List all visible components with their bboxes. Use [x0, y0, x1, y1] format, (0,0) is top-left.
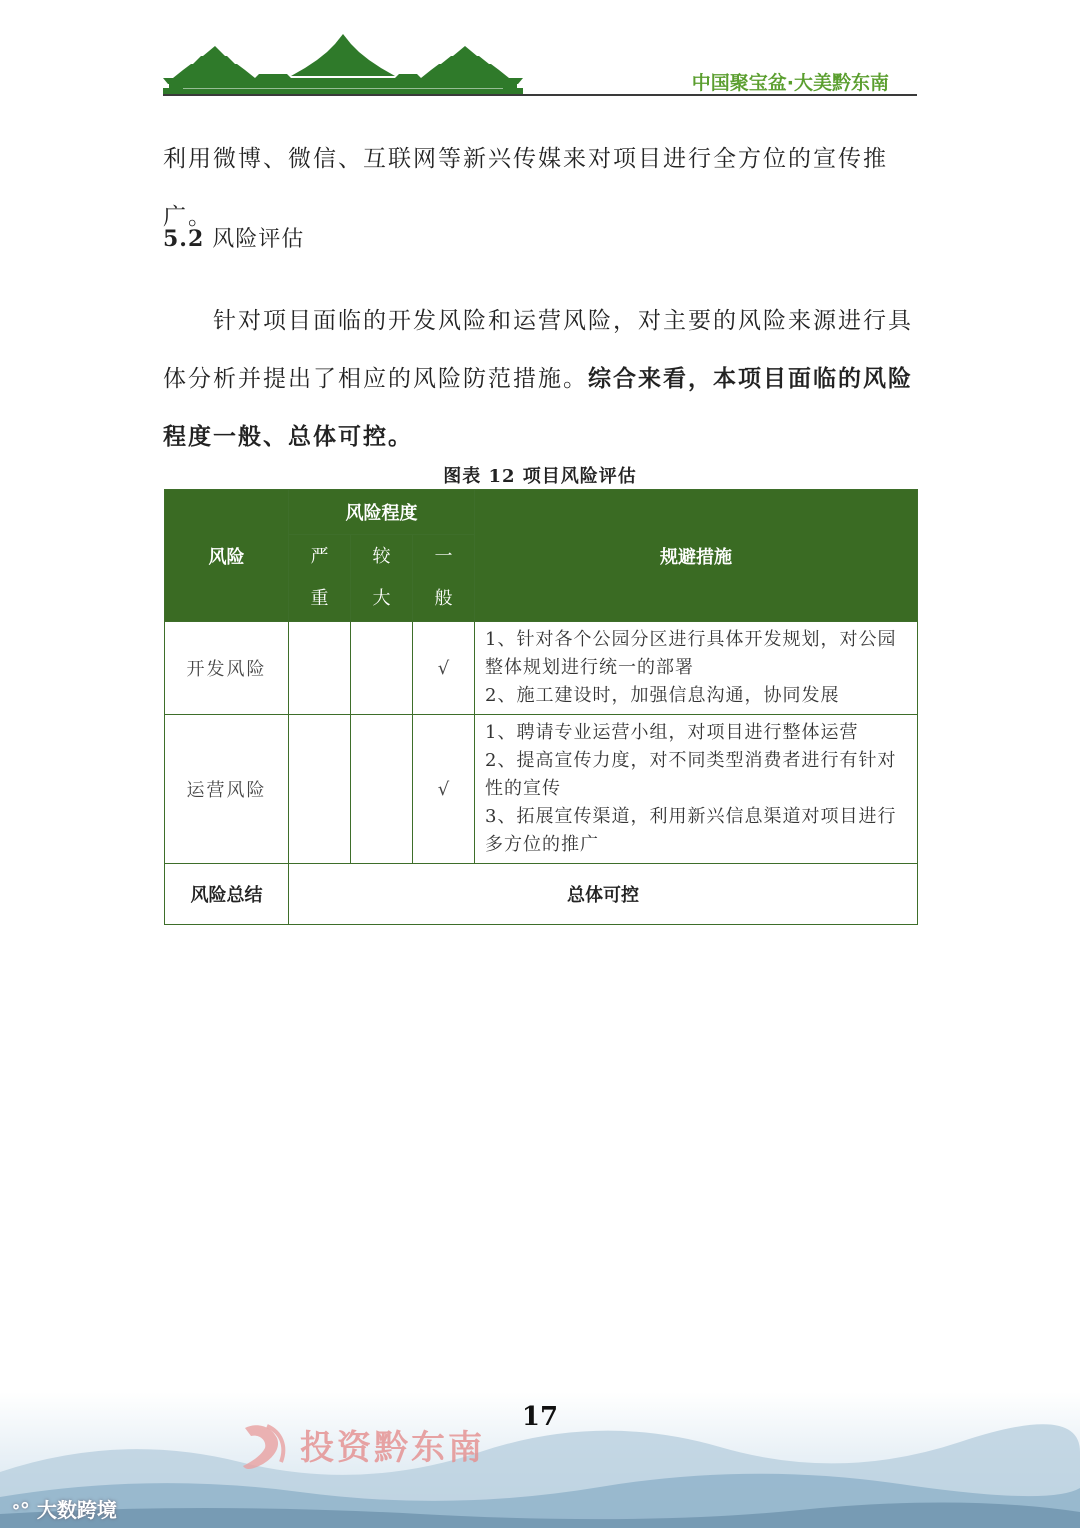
level-general-check: √	[413, 715, 475, 864]
header-level-serious: 严 重	[289, 535, 351, 622]
header-level-major: 较 大	[351, 535, 413, 622]
page-number: 17	[521, 1402, 559, 1432]
measure-item: 2、施工建设时，加强信息沟通，协同发展	[485, 685, 840, 706]
risk-name: 开发风险	[165, 622, 289, 715]
risk-assessment-table	[164, 489, 918, 925]
level-major-cell	[351, 715, 413, 864]
brand-watermark	[12, 1494, 117, 1523]
drum-tower-pavilion-graphic	[163, 30, 523, 96]
measure-item: 1、聘请专业运营小组，对项目进行整体运营	[485, 722, 859, 743]
paragraph-promotion: 利用微博、微信、互联网等新兴传媒来对项目进行全方位的宣传推广。	[163, 146, 888, 230]
measure-item: 3、拓展宣传渠道，利用新兴信息渠道对项目进行多方位的推广	[485, 806, 897, 855]
header-measures: 规避措施	[475, 490, 918, 622]
brand-name: 大数跨境	[36, 1498, 117, 1522]
watermark-text: 投资黔东南	[300, 1428, 485, 1468]
measures-cell	[475, 715, 918, 864]
header-level-general: 一 般	[413, 535, 475, 622]
paragraph-risk-summary	[163, 292, 917, 466]
risk-paragraph-text: 针对项目面临的开发风险和运营风险，对主要的风险来源进行具体分析并提出了相应的风险防范措施。	[163, 308, 913, 392]
table-row	[165, 715, 918, 864]
summary-row	[165, 864, 918, 925]
summary-value: 总体可控	[289, 864, 918, 925]
header-divider	[163, 94, 917, 96]
table-caption: 图表 12 项目风险评估	[443, 466, 637, 487]
measure-item: 1、针对各个公园分区进行具体开发规划，对公园整体规划进行统一的部署	[485, 629, 897, 678]
level-serious-cell	[289, 622, 351, 715]
section-number: 5.2	[163, 226, 205, 252]
level-general-check: √	[413, 622, 475, 715]
header-risk: 风险	[165, 490, 289, 622]
level-serious-cell	[289, 715, 351, 864]
measures-cell	[475, 622, 918, 715]
header-slogan: 中国聚宝盆·大美黔东南	[691, 72, 889, 94]
section-heading	[163, 222, 304, 253]
header-risk-level: 风险程度	[289, 490, 475, 535]
brand-icon: ᐤ°	[12, 1498, 37, 1522]
summary-label: 风险总结	[165, 864, 289, 925]
page-header	[163, 30, 917, 100]
level-major-cell	[351, 622, 413, 715]
section-title: 风险评估	[212, 227, 305, 252]
risk-paragraph-conclusion: 综合来看，本项目面临的风险程度一般、总体可控。	[163, 365, 913, 450]
measure-item: 2、提高宣传力度，对不同类型消费者进行有针对性的宣传	[485, 750, 897, 799]
risk-name: 运营风险	[165, 715, 289, 864]
table-row	[165, 622, 918, 715]
